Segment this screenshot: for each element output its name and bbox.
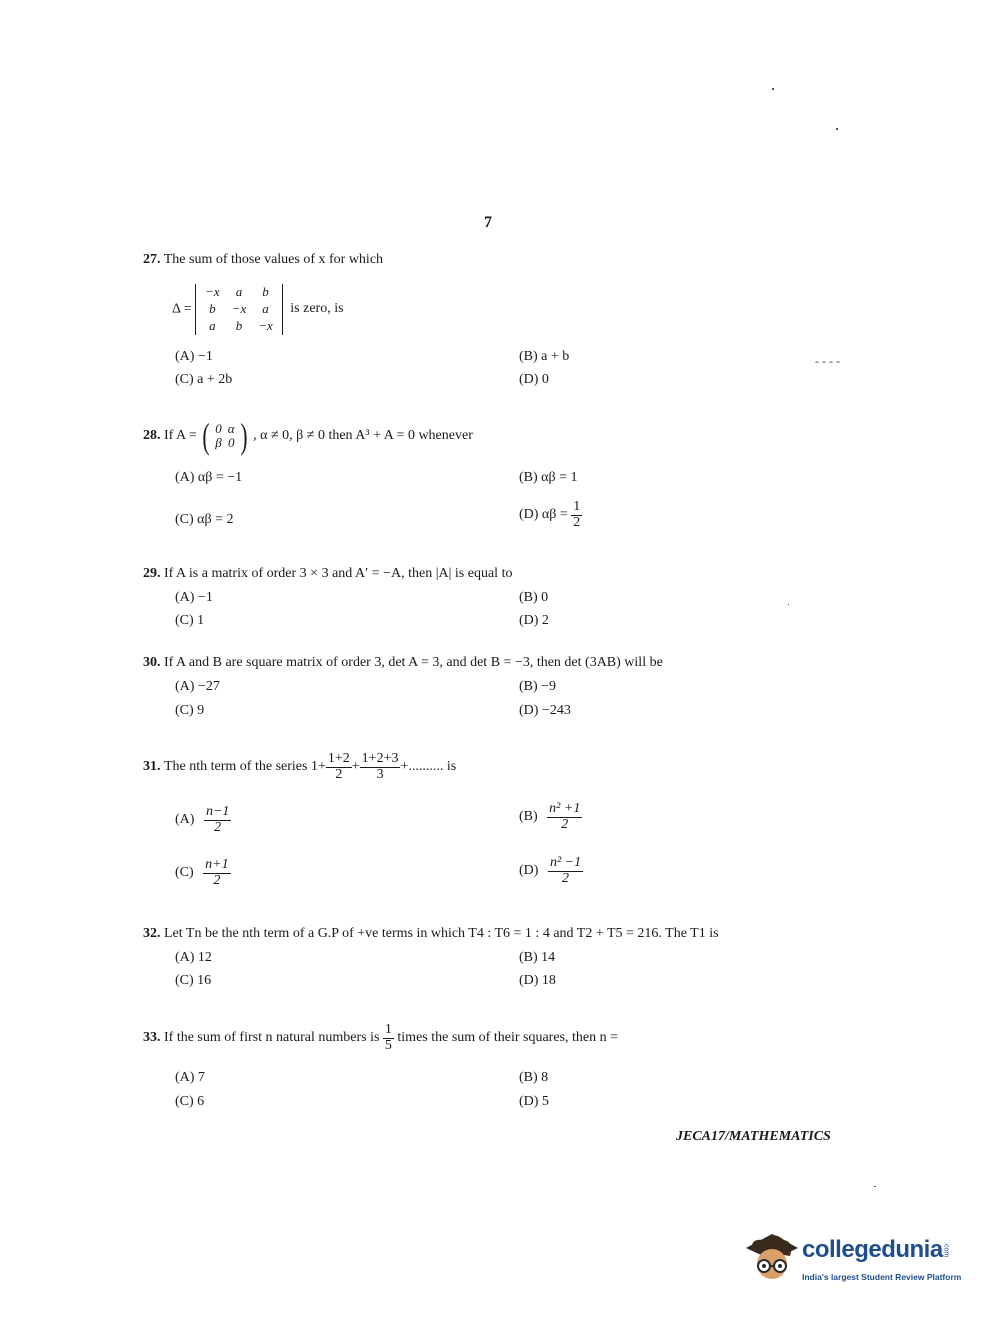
q27-option-d: (D) 0 [519,372,549,387]
question-32-stem: Let Tn be the nth term of a G.P of +ve terms in which T4 : T6 = 1 : 4 and T2 + T5 = 216. The T1 is [164,926,719,941]
collegedunia-logo [742,1226,972,1296]
q29-option-a: (A) −1 [175,590,213,605]
scan-speck [788,604,789,605]
logo-suffix: .com [942,1241,950,1257]
question-29-stem: If A is a matrix of order 3 × 3 and A′ = −A, then |A| is equal to [164,566,513,581]
q28-option-a: (A) αβ = −1 [175,470,243,485]
q32-option-d: (D) 18 [519,973,556,988]
scan-speck [874,1186,876,1187]
determinant-matrix: −x a b b −x a a b −x [195,284,283,335]
question-27-stem: The sum of those values of x for which [163,252,384,267]
series-fraction-1: $\frac{1+2}{2}$ [327,751,350,782]
q33-option-d: (D) 5 [519,1094,549,1109]
q29-option-d: (D) 2 [519,613,549,628]
question-27 [143,252,383,268]
q31-option-b: (B) $\frac{\text{n² +1}}{2}$ [519,801,581,832]
q28-option-d: (D) αβ = $\frac{1}{2}$ [519,499,581,530]
q33-fraction: $\frac{1}{5}$ [384,1022,392,1053]
question-33-stem-suffix: times the sum of their squares, then n = [397,1030,618,1046]
q31-option-a: (A) $\frac{n-1}{2}$ [175,804,230,835]
question-30 [143,655,663,671]
question-32 [143,926,719,942]
question-33-number: 33. [143,1030,161,1046]
q33-option-b: (B) 8 [519,1070,549,1085]
question-30-number: 30. [143,655,161,670]
question-27-number: 27. [143,252,161,267]
question-31-number: 31. [143,759,161,775]
mascot-icon [742,1226,800,1286]
margin-mark: - - - - [815,354,840,368]
question-28-number: 28. [143,428,161,443]
q32-option-a: (A) 12 [175,950,212,965]
scan-speck [772,88,774,90]
question-29 [143,566,512,582]
question-33 [143,1023,618,1053]
q28-option-c: (C) αβ = 2 [175,512,234,527]
logo-tagline: India's largest Student Review Platform [802,1272,962,1282]
q31-option-d: (D) $\frac{\text{n² −1}}{2}$ [519,855,582,886]
det-prefix: Δ = [172,301,192,317]
q29-option-b: (B) 0 [519,590,549,605]
question-28-stem-suffix: , α ≠ 0, β ≠ 0 then A³ + A = 0 whenever [253,428,473,443]
series-fraction-2: $\frac{1+2+3}{3}$ [361,751,399,782]
q33-option-a: (A) 7 [175,1070,205,1085]
question-31-stem-prefix: The nth term of the series 1+ [164,759,326,775]
q30-option-d: (D) −243 [519,703,571,718]
matrix-a: ( 0 α β 0 ) [202,416,248,456]
q31-option-c: (C) $\frac{n+1}{2}$ [175,857,229,888]
question-29-number: 29. [143,566,161,581]
q28-option-b: (B) αβ = 1 [519,470,578,485]
q32-option-c: (C) 16 [175,973,212,988]
logo-wordmark: collegedunia [802,1236,943,1263]
q28-option-d-fraction: $\frac{1}{2}$ [573,499,581,530]
question-27-determinant [172,284,344,335]
q30-option-a: (A) −27 [175,679,220,694]
scan-speck [836,128,838,130]
paper-code-footer: JECA17/MATHEMATICS [676,1129,831,1144]
question-32-number: 32. [143,926,161,941]
q32-option-b: (B) 14 [519,950,556,965]
question-33-stem-prefix: If the sum of first n natural numbers is [164,1030,380,1046]
q30-option-c: (C) 9 [175,703,205,718]
question-30-stem: If A and B are square matrix of order 3, det A = 3, and det B = −3, then det (3AB) will be [164,655,663,670]
question-31: 31. The nth term of the series 1+ $\frac{1+2}{2}$ + $\frac{1+2+3}{3}$ +.......... is [143,751,457,782]
question-28-stem-prefix: If A = [164,428,197,443]
q29-option-c: (C) 1 [175,613,205,628]
q27-option-a: (A) −1 [175,349,213,364]
question-28 [143,418,473,454]
q30-option-b: (B) −9 [519,679,557,694]
page-number: 7 [484,214,492,231]
det-suffix: is zero, is [290,301,344,317]
q27-option-c: (C) a + 2b [175,372,233,387]
q33-option-c: (C) 6 [175,1094,205,1109]
question-31-stem-suffix: +.......... is [400,759,457,775]
q27-option-b: (B) a + b [519,349,570,364]
